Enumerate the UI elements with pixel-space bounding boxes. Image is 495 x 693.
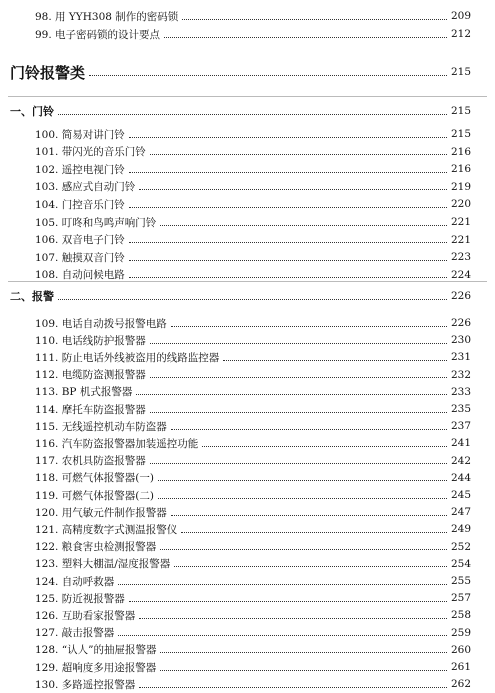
toc-entry: [0, 434, 495, 452]
toc-entry: [0, 331, 495, 349]
dot-leader: [160, 549, 447, 550]
toc-entry-title: 110. 电话线防护报警器: [35, 334, 146, 347]
toc-entry: [0, 348, 495, 366]
dot-leader: [139, 189, 447, 190]
section-heading: [0, 102, 495, 120]
dot-leader: [139, 687, 447, 688]
toc-entry-title: 128. “认人”的抽屉报警器: [35, 644, 157, 657]
section-page: 226: [450, 290, 471, 302]
toc-entry-page: 223: [450, 251, 471, 264]
toc-entry-page: 260: [450, 643, 471, 656]
toc-entry: [0, 160, 495, 178]
toc-entry: [0, 572, 495, 590]
toc-entry-page: 216: [450, 145, 471, 158]
toc-entry-title: 98. 用 YYH308 制作的密码锁: [35, 10, 179, 23]
toc-entry-title: 104. 门控音乐门铃: [35, 198, 125, 211]
toc-entry: [0, 624, 495, 642]
section-heading: [0, 287, 495, 305]
toc-entry: [0, 641, 495, 659]
dot-leader: [150, 343, 447, 344]
toc-entry-page: 258: [450, 609, 471, 622]
toc-entry-title: 108. 自动问候电路: [35, 269, 125, 282]
dot-leader: [171, 515, 447, 516]
toc-entry-page: 226: [450, 317, 471, 329]
toc-entry-title: 106. 双音电子门铃: [35, 234, 125, 247]
toc-entry-page: 247: [450, 506, 471, 519]
dot-leader: [223, 360, 447, 361]
dot-leader: [181, 532, 447, 533]
toc-entry-title: 123. 塑料大棚温/湿度报警器: [35, 558, 171, 571]
toc-entry: [0, 195, 495, 213]
toc-entry: [0, 143, 495, 161]
toc-entry: [0, 589, 495, 607]
dot-leader: [182, 19, 447, 20]
dot-leader: [150, 412, 447, 413]
toc-entry-page: 237: [450, 420, 471, 433]
toc-entry-page: 255: [450, 575, 471, 587]
dot-leader: [150, 463, 447, 464]
divider: [8, 96, 487, 97]
toc-entry: [0, 417, 495, 435]
dot-leader: [158, 480, 447, 481]
toc-entry-title: 117. 农机具防盗报警器: [35, 455, 146, 468]
dot-leader: [129, 242, 447, 243]
dot-leader: [164, 37, 447, 38]
dot-leader: [202, 446, 447, 447]
toc-entry-title: 119. 可燃气体报警器(二): [35, 489, 154, 502]
toc-entry-title: 126. 互助看家报警器: [35, 609, 136, 622]
toc-entry-title: 115. 无线遥控机动车防盗器: [35, 420, 167, 433]
toc-entry: [0, 366, 495, 384]
toc-entry-page: 259: [450, 626, 471, 639]
dot-leader: [139, 618, 447, 619]
toc-entry-title: 103. 感应式自动门铃: [35, 181, 136, 194]
toc-entry: [0, 248, 495, 266]
toc-entry: [0, 658, 495, 676]
toc-entry-title: 114. 摩托车防盗报警器: [35, 403, 146, 416]
chapter-page: 215: [450, 66, 471, 78]
toc-entry: [0, 606, 495, 624]
toc-entry-page: 232: [450, 368, 471, 381]
toc-entry-page: 215: [450, 128, 471, 140]
toc-entry-title: 107. 触摸双音门铃: [35, 251, 125, 264]
toc-entry: [0, 125, 495, 143]
toc-entry-title: 112. 电缆防盗测报警器: [35, 369, 146, 382]
toc-entry-page: 257: [450, 592, 471, 605]
toc-entry-page: 254: [450, 557, 471, 570]
toc-entry-title: 101. 带闪光的音乐门铃: [35, 146, 146, 159]
toc-entry-page: 235: [450, 403, 471, 415]
section-page: 215: [450, 105, 471, 117]
dot-leader: [129, 260, 447, 261]
toc-entry-title: 111. 防止电话外线被盗用的线路监控器: [35, 351, 220, 364]
dot-leader: [160, 670, 447, 671]
dot-leader: [58, 114, 447, 115]
toc-entry: [0, 675, 495, 693]
toc-entry-page: 231: [450, 351, 471, 364]
toc-entry: [0, 400, 495, 418]
toc-entry-page: 233: [450, 385, 471, 398]
chapter-title: 门铃报警类: [10, 63, 86, 82]
toc-entry-page: 216: [450, 163, 471, 176]
dot-leader: [129, 172, 447, 173]
toc-entry-title: 122. 粮食害虫检测报警器: [35, 541, 157, 554]
toc-entry-page: 252: [450, 540, 471, 553]
toc-entry-title: 125. 防近视报警器: [35, 592, 125, 605]
toc-entry-page: 219: [450, 180, 471, 193]
dot-leader: [129, 601, 447, 602]
toc-entry: [0, 503, 495, 521]
toc-entry-page: 230: [450, 334, 471, 347]
divider: [8, 281, 487, 282]
toc-entry-title: 118. 可燃气体报警器(一): [35, 472, 154, 485]
toc-entry-title: 113. BP 机式报警器: [35, 386, 133, 399]
dot-leader: [171, 326, 447, 327]
toc-entry: [0, 555, 495, 573]
toc-entry-title: 99. 电子密码锁的设计要点: [35, 28, 161, 41]
toc-entry: [0, 7, 495, 25]
toc-entry-title: 116. 汽车防盗报警器加装遥控功能: [35, 437, 199, 450]
toc-entry-page: 221: [450, 216, 471, 228]
toc-entry-title: 124. 自动呼救器: [35, 575, 115, 588]
dot-leader: [171, 429, 447, 430]
toc-entry-page: 262: [450, 678, 471, 691]
dot-leader: [118, 635, 447, 636]
dot-leader: [150, 377, 447, 378]
toc-entry-page: 244: [450, 471, 471, 484]
dot-leader: [150, 154, 447, 155]
chapter-heading: [0, 60, 495, 84]
toc-entry-title: 105. 叮咚和鸟鸣声响门铃: [35, 216, 157, 229]
toc-entry: [0, 469, 495, 487]
toc-entry: [0, 538, 495, 556]
toc-entry-page: 221: [450, 233, 471, 246]
toc-entry: [0, 314, 495, 332]
dot-leader: [89, 75, 447, 76]
toc-entry-title: 121. 高精度数字式测温报警仪: [35, 523, 178, 536]
toc-entry-title: 102. 遥控电视门铃: [35, 163, 125, 176]
dot-leader: [160, 225, 447, 226]
toc-entry-title: 129. 超响度多用途报警器: [35, 661, 157, 674]
dot-leader: [118, 584, 447, 585]
toc-entry-title: 109. 电话自动拨号报警电路: [35, 317, 167, 330]
toc-entry: [0, 178, 495, 196]
dot-leader: [129, 207, 447, 208]
toc-entry: [0, 231, 495, 249]
dot-leader: [136, 394, 447, 395]
toc-entry-title: 127. 敲击报警器: [35, 627, 115, 640]
toc-entry: [0, 213, 495, 231]
dot-leader: [158, 498, 447, 499]
dot-leader: [58, 299, 447, 300]
dot-leader: [129, 137, 447, 138]
toc-entry-title: 100. 简易对讲门铃: [35, 128, 125, 141]
toc-entry-title: 130. 多路遥控报警器: [35, 678, 136, 691]
toc-entry-page: 220: [450, 198, 471, 211]
toc-entry-page: 241: [450, 437, 471, 450]
toc-entry: [0, 383, 495, 401]
toc-entry: [0, 452, 495, 470]
toc-entry: [0, 520, 495, 538]
toc-entry-page: 242: [450, 454, 471, 467]
toc-entry: [0, 486, 495, 504]
toc-entry: [0, 25, 495, 43]
toc-entry-title: 120. 用气敏元件制作报警器: [35, 506, 167, 519]
section-title: 二、报警: [10, 290, 54, 303]
toc-entry-page: 212: [450, 28, 471, 40]
section-title: 一、门铃: [10, 105, 54, 118]
toc-entry-page: 249: [450, 523, 471, 536]
dot-leader: [160, 652, 447, 653]
dot-leader: [174, 566, 447, 567]
dot-leader: [129, 277, 447, 278]
toc-entry-page: 245: [450, 489, 471, 501]
toc-entry-page: 261: [450, 661, 471, 673]
toc-entry-page: 224: [450, 268, 471, 281]
toc-entry-page: 209: [450, 10, 471, 22]
